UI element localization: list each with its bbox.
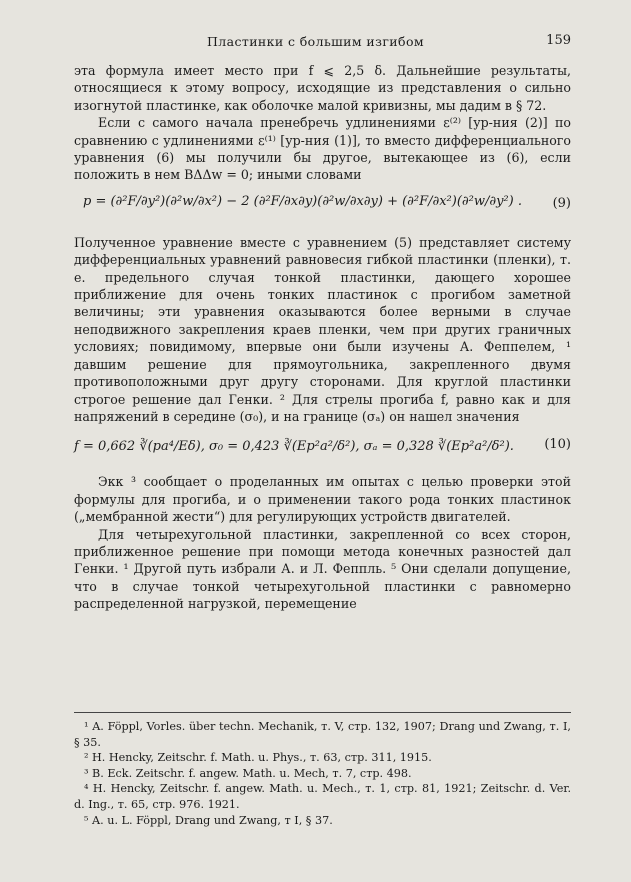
formula-10-number: (10): [544, 437, 571, 453]
footnote-4: ⁴ H. Hencky, Zeitschr. f. angew. Math. u. Mech., т. 1, стр. 81, 1921; Zeitschr. d. Ver. d. Ing., т. 65, стр. 976. 1921.: [74, 782, 571, 811]
formula-10-expression: f = 0,662 ∛(pa⁴/Eδ), σ₀ = 0,423 ∛(Ep²a²/δ²), σₐ = 0,328 ∛(Ep²a²/δ²).: [74, 439, 514, 455]
footnotes: [74, 712, 571, 828]
paragraph-4: Экк ³ сообщает о проделанных им опытах с целью проверки этой формулы для прогиба, и о применении такого рода тонких пластинок („мембранной жести“) для регулирующих устройств двигателей.: [74, 474, 571, 525]
running-title: Пластинки с большим изгибом: [206, 34, 424, 49]
paragraph-3: Полученное уравнение вместе с уравнением (5) представляет систему дифференциальных уравнений равновесия гибкой пластинки (пленки), т. е. предельного случая тонкой пластинки, дающего хорошее приближение для очень тонких пластинок с прогибом заметной величины; эти уравнения оказываются более верными в случае неподвижного закрепления краев пленки, чем при других граничных условиях; повидимому, впервые они были изучены А. Феппелем, ¹ давшим решение для прямоугольника, закрепленного двумя противоположными друг другу сторонами. Для круглой пластинки строгое решение дал Генки. ² Для стрелы прогиба f, равно как и для напряжений в середине (σ₀), и на границе (σₐ) он нашел значения: [74, 234, 571, 424]
footnote-5: ⁵ A. u. L. Föppl, Drang und Zwang, т I, § 37.: [84, 813, 333, 827]
footnote-3: ³ B. Eck. Zeitschr. f. angew. Math. u. Mech, т. 7, стр. 498.: [84, 766, 412, 780]
paragraph-1: эта формула имеет место при f ⩽ 2,5 δ. Дальнейшие результаты, относящиеся к этому вопросу, исходящие из представления о сильно изогнутой пластинке, как оболочке малой кривизны, мы дадим в § 72.: [74, 63, 571, 113]
formula-9-number: (9): [552, 195, 571, 211]
footnote-1: ¹ A. Föppl, Vorles. über techn. Mechanik, т. V, стр. 132, 1907; Drang und Zwang, т. I, § 35.: [74, 720, 571, 749]
formula-9-expression: p = (∂²F/∂y²)(∂²w/∂x²) − 2 (∂²F/∂x∂y)(∂²w/∂x∂y) + (∂²F/∂x²)(∂²w/∂y²) .: [83, 193, 522, 209]
formula-10: [74, 426, 571, 470]
paragraph-5: Для четырехугольной пластинки, закрепленной со всех сторон, приближенное решение при помощи метода конечных разностей дал Генки. ¹ Другой путь избрали А. и Л. Феппль. ⁵ Они сделали допущение, что в случае тонкой четырехугольной пластинки с равномерно распределенной нагрузкой, перемещение: [74, 526, 571, 612]
formula-9: [74, 185, 571, 231]
body-text: [74, 62, 571, 613]
page-number: 159: [546, 33, 571, 48]
paragraph-2: Если с самого начала пренебречь удлинениями ε⁽²⁾ [ур-ния (2)] по сравнению с удлинениями ε⁽¹⁾ [ур-ния (1)], то вместо дифференциального уравнения (6) мы получили бы другое, вытекающее из (6), если положить в нем BΔΔw = 0; иными словами: [74, 115, 571, 183]
footnote-2: ² H. Hencky, Zeitschr. f. Math. u. Phys., т. 63, стр. 311, 1915.: [84, 751, 432, 765]
